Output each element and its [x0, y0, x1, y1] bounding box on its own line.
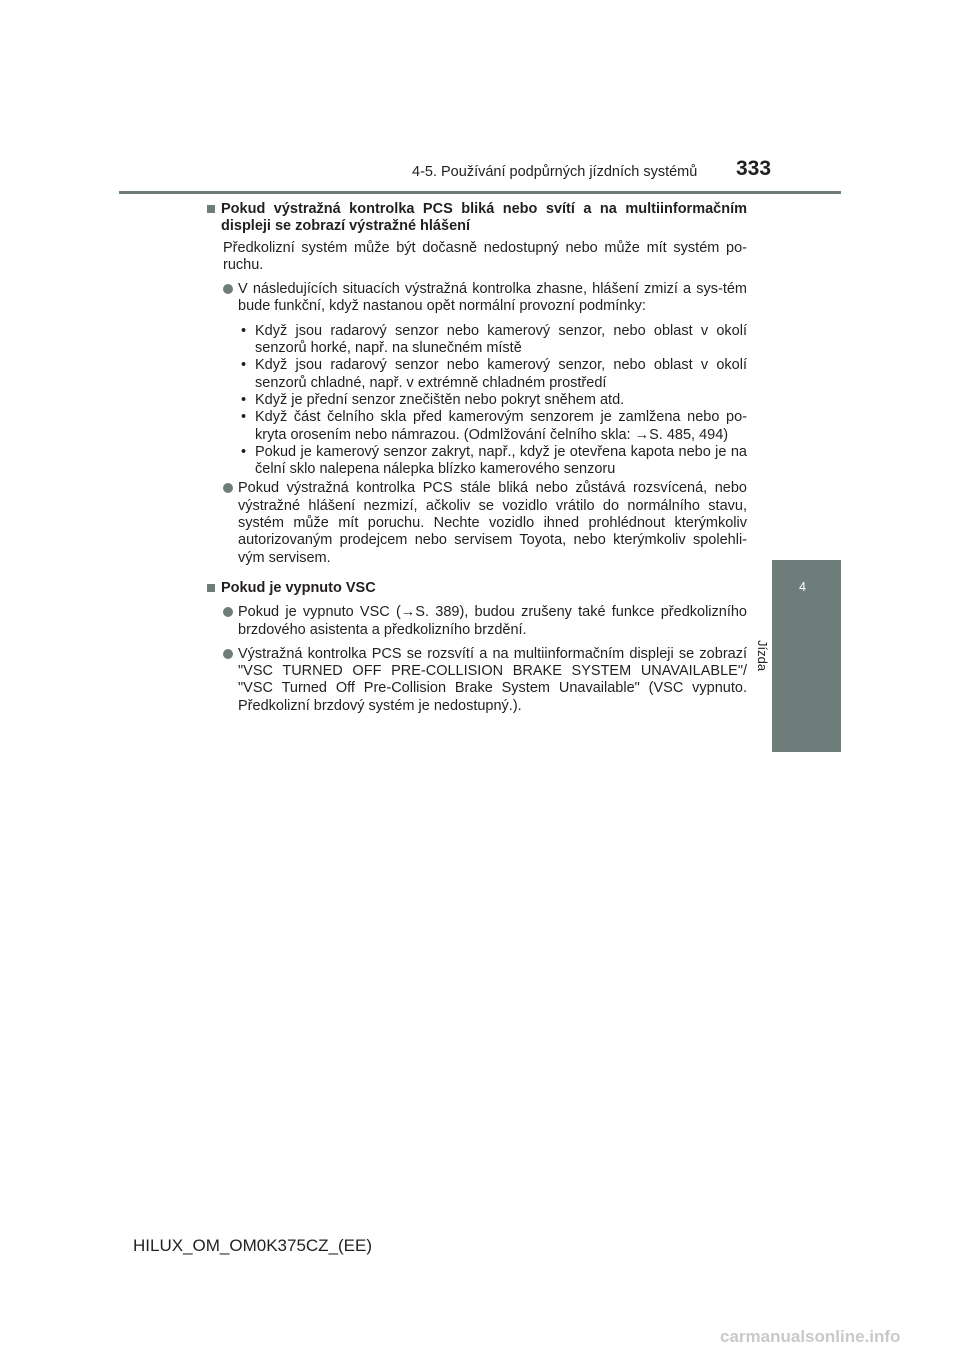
list-item: Výstražná kontrolka PCS se rozsvítí a na multiinformačním displeji se zobrazí "VSC TURNED OFF PRE-COLLISION BRAKE SYSTEM UNAVAILABLE"/ "VSC Turned Off Pre-Collision Brake System Unavailable" (VSC vypnuto. Předkolizní brzdový systém je nedostupný.).: [223, 646, 747, 715]
paragraph: Předkolizní systém může být dočasně nedostupný nebo může mít systém po-ruchu.: [223, 239, 747, 273]
sub-list-item: • Pokud je kamerový senzor zakryt, např., když je otevřena kapota nebo je na čelní sklo nalepena nálepka blízko kamerového senzoru: [241, 443, 747, 478]
list-item: Pokud výstražná kontrolka PCS stále bliká nebo zůstává rozsvícená, nebo výstražné hlášení nezmizí, ačkoliv se vozidlo vrátilo do normálního stavu, systém může mít poruchu. Nechte vozidlo ihned prohlédnout kterýmkoliv autorizovaným prodejcem nebo servisem Toyota, nebo kterýmkoliv spolehli-vým servisem.: [223, 480, 747, 566]
footer-doc-code: HILUX_OM_OM0K375CZ_(EE): [133, 1236, 373, 1255]
square-bullet-icon: [207, 205, 215, 213]
page-number: 333: [736, 157, 772, 180]
section-heading: Pokud výstražná kontrolka PCS bliká nebo svítí a na multiinformačním displeji se zobrazí výstražné hlášení: [207, 201, 747, 236]
side-tab-label: Jízda: [755, 640, 770, 672]
circle-bullet-icon: [223, 607, 233, 617]
list-item: Pokud je vypnuto VSC (→S. 389), budou zrušeny také funkce předkolizního brzdového asistenta a předkolizního brzdění.: [223, 604, 747, 639]
sub-list-item: • Když část čelního skla před kamerovým senzorem je zamlžena nebo po-kryta orosením nebo námrazou. (Odmlžování čelního skla: →S. 485, 494): [241, 409, 747, 443]
circle-bullet-icon: [223, 649, 233, 659]
circle-bullet-icon: [223, 284, 233, 294]
sub-list-item: • Když jsou radarový senzor nebo kamerový senzor, nebo oblast v okolí senzorů chladné, např. v extrémně chladném prostředí: [241, 357, 747, 391]
header-section-title: 4-5. Používání podpůrných jízdních systémů: [412, 164, 698, 180]
side-tab-number: 4: [799, 580, 806, 594]
square-bullet-icon: [207, 584, 215, 592]
section-heading: Pokud je vypnuto VSC: [207, 580, 747, 597]
watermark: carmanualsonline.info: [720, 1327, 901, 1346]
sub-list-item: • Když je přední senzor znečištěn nebo pokryt sněhem atd.: [241, 391, 625, 408]
list-item: V následujících situacích výstražná kontrolka zhasne, hlášení zmizí a sys-tém bude funkční, když nastanou opět normální provozní podmínky:: [223, 281, 747, 316]
circle-bullet-icon: [223, 483, 233, 493]
chapter-side-tab: [772, 560, 841, 752]
page-content: [207, 201, 747, 715]
sub-list-item: • Když jsou radarový senzor nebo kamerový senzor, nebo oblast v okolí senzorů horké, např. na slunečném místě: [241, 322, 747, 357]
sub-list: [207, 323, 747, 479]
header-rule: [119, 191, 841, 194]
